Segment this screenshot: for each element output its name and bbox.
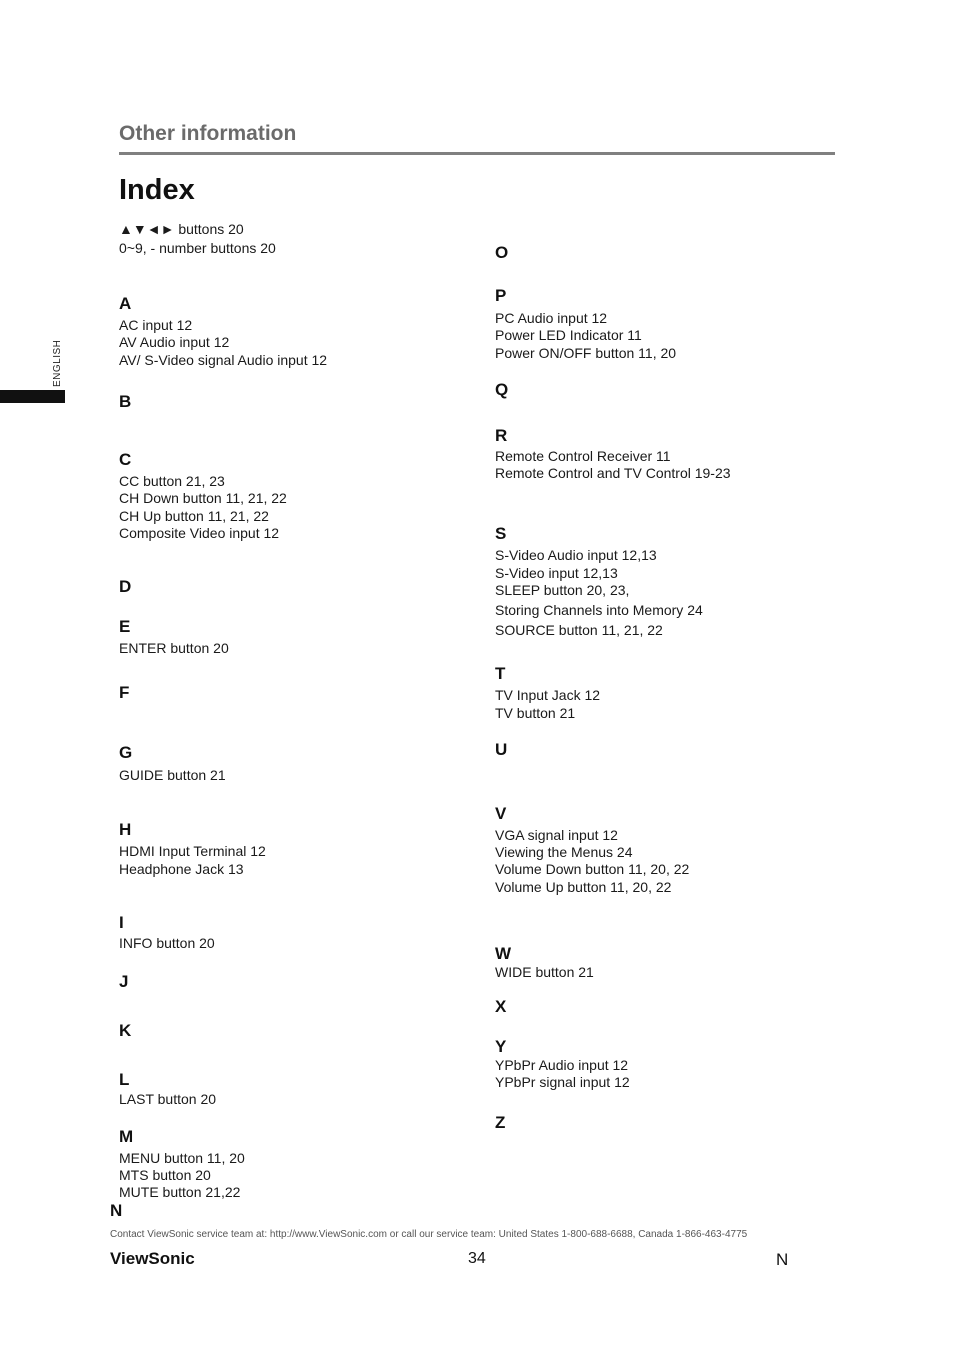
index-entry: CH Up button 11, 21, 22: [119, 508, 269, 524]
index-entry: CC button 21, 23: [119, 473, 225, 489]
index-letter-heading: I: [119, 913, 124, 932]
index-entry: ENTER button 20: [119, 640, 229, 656]
index-entry: YPbPr signal input 12: [495, 1074, 630, 1090]
index-entry: TV Input Jack 12: [495, 687, 601, 703]
index-letter-heading: W: [495, 944, 512, 963]
index-entry: SLEEP button 20, 23,: [495, 582, 630, 598]
index-letter-heading: K: [119, 1021, 132, 1040]
index-letter-n: N: [110, 1201, 123, 1220]
header-rule: [119, 152, 835, 155]
page-number: 34: [468, 1250, 486, 1267]
index-entry: VGA signal input 12: [495, 827, 618, 843]
index-letter-heading: T: [495, 664, 506, 683]
index-entry: MENU button 11, 20: [119, 1150, 245, 1166]
footer-contact: Contact ViewSonic service team at: http://www.ViewSonic.com or call our service team: United States 1-800-688-6688, Canada 1-866-463-4775: [110, 1229, 748, 1240]
index-entry: Volume Down button 11, 20, 22: [495, 861, 690, 877]
index-entry: WIDE button 21: [495, 964, 594, 980]
page-title: Index: [119, 174, 195, 206]
index-entry: Storing Channels into Memory 24: [495, 602, 703, 618]
index-letter-heading: L: [119, 1070, 130, 1089]
index-letter-heading: Y: [495, 1037, 507, 1056]
index-letter-heading: Q: [495, 380, 509, 399]
index-entry: SOURCE button 11, 21, 22: [495, 622, 663, 638]
index-letter-heading: Z: [495, 1113, 506, 1132]
index-letter-heading: J: [119, 972, 129, 991]
language-tab-label: ENGLISH: [52, 339, 63, 387]
index-letter-heading: G: [119, 743, 133, 762]
index-entry: LAST button 20: [119, 1091, 217, 1107]
index-entry: AV/ S-Video signal Audio input 12: [119, 352, 328, 368]
index-entry: Composite Video input 12: [119, 525, 280, 541]
index-letter-heading: F: [119, 683, 130, 702]
index-entry: CH Down button 11, 21, 22: [119, 490, 287, 506]
index-letter-heading: S: [495, 524, 507, 543]
index-entry: Power ON/OFF button 11, 20: [495, 345, 677, 361]
index-letter-heading: V: [495, 804, 507, 823]
index-entry: Power LED Indicator 11: [495, 327, 642, 343]
index-letter-heading: B: [119, 392, 132, 411]
index-letter-heading: U: [495, 740, 508, 759]
index-entry: TV button 21: [495, 705, 576, 721]
index-entry: AV Audio input 12: [119, 334, 230, 350]
index-entry: YPbPr Audio input 12: [495, 1057, 629, 1073]
index-entry: MUTE button 21,22: [119, 1184, 241, 1200]
index-entry: Remote Control and TV Control 19-23: [495, 465, 731, 481]
index-entry: PC Audio input 12: [495, 310, 608, 326]
index-entry: Viewing the Menus 24: [495, 844, 633, 860]
index-entry: S-Video Audio input 12,13: [495, 547, 657, 563]
index-entry: HDMI Input Terminal 12: [119, 843, 266, 859]
index-letter-heading: M: [119, 1127, 134, 1146]
index-entry: Remote Control Receiver 11: [495, 448, 671, 464]
index-entry: ▲▼◄► buttons 20: [119, 221, 244, 237]
index-entry: 0~9, - number buttons 20: [119, 240, 276, 256]
index-entry: MTS button 20: [119, 1167, 211, 1183]
index-letter-heading: R: [495, 426, 508, 445]
brand-logo-text: ViewSonic: [110, 1249, 195, 1268]
index-entry: Headphone Jack 13: [119, 861, 244, 877]
index-entry: GUIDE button 21: [119, 767, 226, 783]
index-entry: Volume Up button 11, 20, 22: [495, 879, 672, 895]
index-letter-heading: D: [119, 577, 132, 596]
section-title: Other information: [119, 122, 297, 145]
index-letter-heading: C: [119, 450, 132, 469]
index-letter-heading: P: [495, 286, 507, 305]
index-letter-heading: H: [119, 820, 132, 839]
corner-mark: N: [776, 1250, 789, 1269]
index-entry: INFO button 20: [119, 935, 215, 951]
index-letter-heading: X: [495, 997, 507, 1016]
index-letter-heading: E: [119, 617, 131, 636]
index-entry: S-Video input 12,13: [495, 565, 618, 581]
index-letter-heading: A: [119, 294, 132, 313]
language-tab-bar: [0, 390, 65, 403]
index-entry: AC input 12: [119, 317, 193, 333]
index-letter-heading: O: [495, 243, 509, 262]
